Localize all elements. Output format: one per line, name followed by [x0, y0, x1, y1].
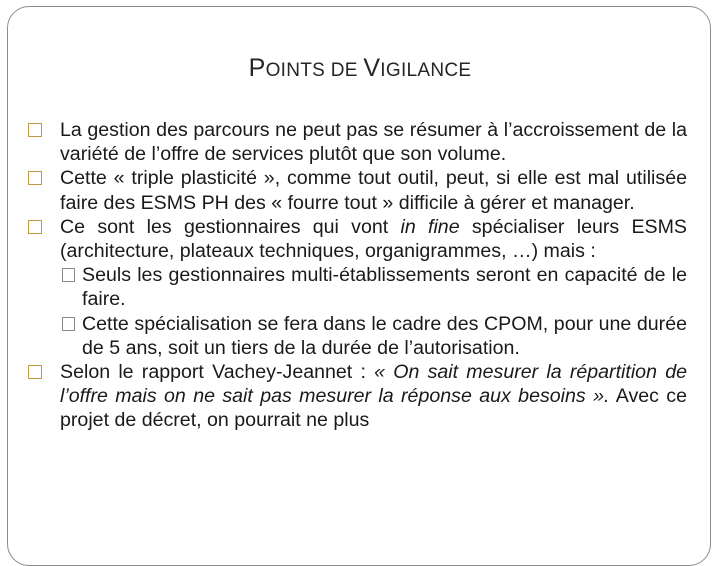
title-initial-v: V	[363, 54, 381, 82]
slide-title	[0, 54, 720, 83]
bullet-box-icon	[28, 365, 42, 379]
bullet-4-text-b: Avec ce projet de décret, on pourrait ne plus	[60, 385, 687, 432]
sub-bullet-box-icon	[62, 317, 75, 331]
sub-bullet-box-icon	[62, 268, 75, 282]
sub-bullet-2	[36, 312, 687, 360]
bullet-4	[36, 360, 687, 433]
bullet-3-text-a: Ce sont les gestionnaires qui vont	[60, 215, 401, 238]
bullet-4-italic: « On sait mesurer la répartition de l’offre mais on ne sait pas mesurer la réponse aux besoins ».	[60, 361, 687, 408]
bullet-2	[36, 166, 687, 214]
bullet-4-text-a: Selon le rapport Vachey-Jeannet :	[60, 361, 375, 384]
bullet-3-text-b: spécialiser leurs ESMS (architecture, plateaux techniques, organigrammes, …) mais :	[60, 215, 687, 263]
bullet-box-icon	[28, 171, 42, 185]
title-part-1: OINTS DE	[265, 60, 364, 81]
title-part-2: IGILANCE	[380, 60, 472, 81]
sub-bullet-1-text: Seuls les gestionnaires multi-établissements seront en capacité de le faire.	[82, 264, 687, 311]
bullet-2-text: Cette « triple plasticité », comme tout outil, peut, si elle est mal utilisée faire des ESMS PH des « fourre tout » difficile à gérer et manager.	[60, 167, 687, 214]
slide-content	[36, 118, 687, 433]
bullet-3	[36, 215, 687, 263]
bullet-3-italic: in fine	[400, 215, 460, 238]
title-initial-p: P	[248, 54, 266, 82]
sub-bullet-1	[36, 263, 687, 311]
bullet-1-text: La gestion des parcours ne peut pas se résumer à l’accroissement de la variété de l’offre de services plutôt que son volume.	[60, 119, 687, 166]
bullet-box-icon	[28, 123, 42, 137]
bullet-1	[36, 118, 687, 166]
sub-bullet-2-text: Cette spécialisation se fera dans le cadre des CPOM, pour une durée de 5 ans, soit un tiers de la durée de l’autorisation.	[82, 312, 687, 359]
bullet-box-icon	[28, 220, 42, 234]
